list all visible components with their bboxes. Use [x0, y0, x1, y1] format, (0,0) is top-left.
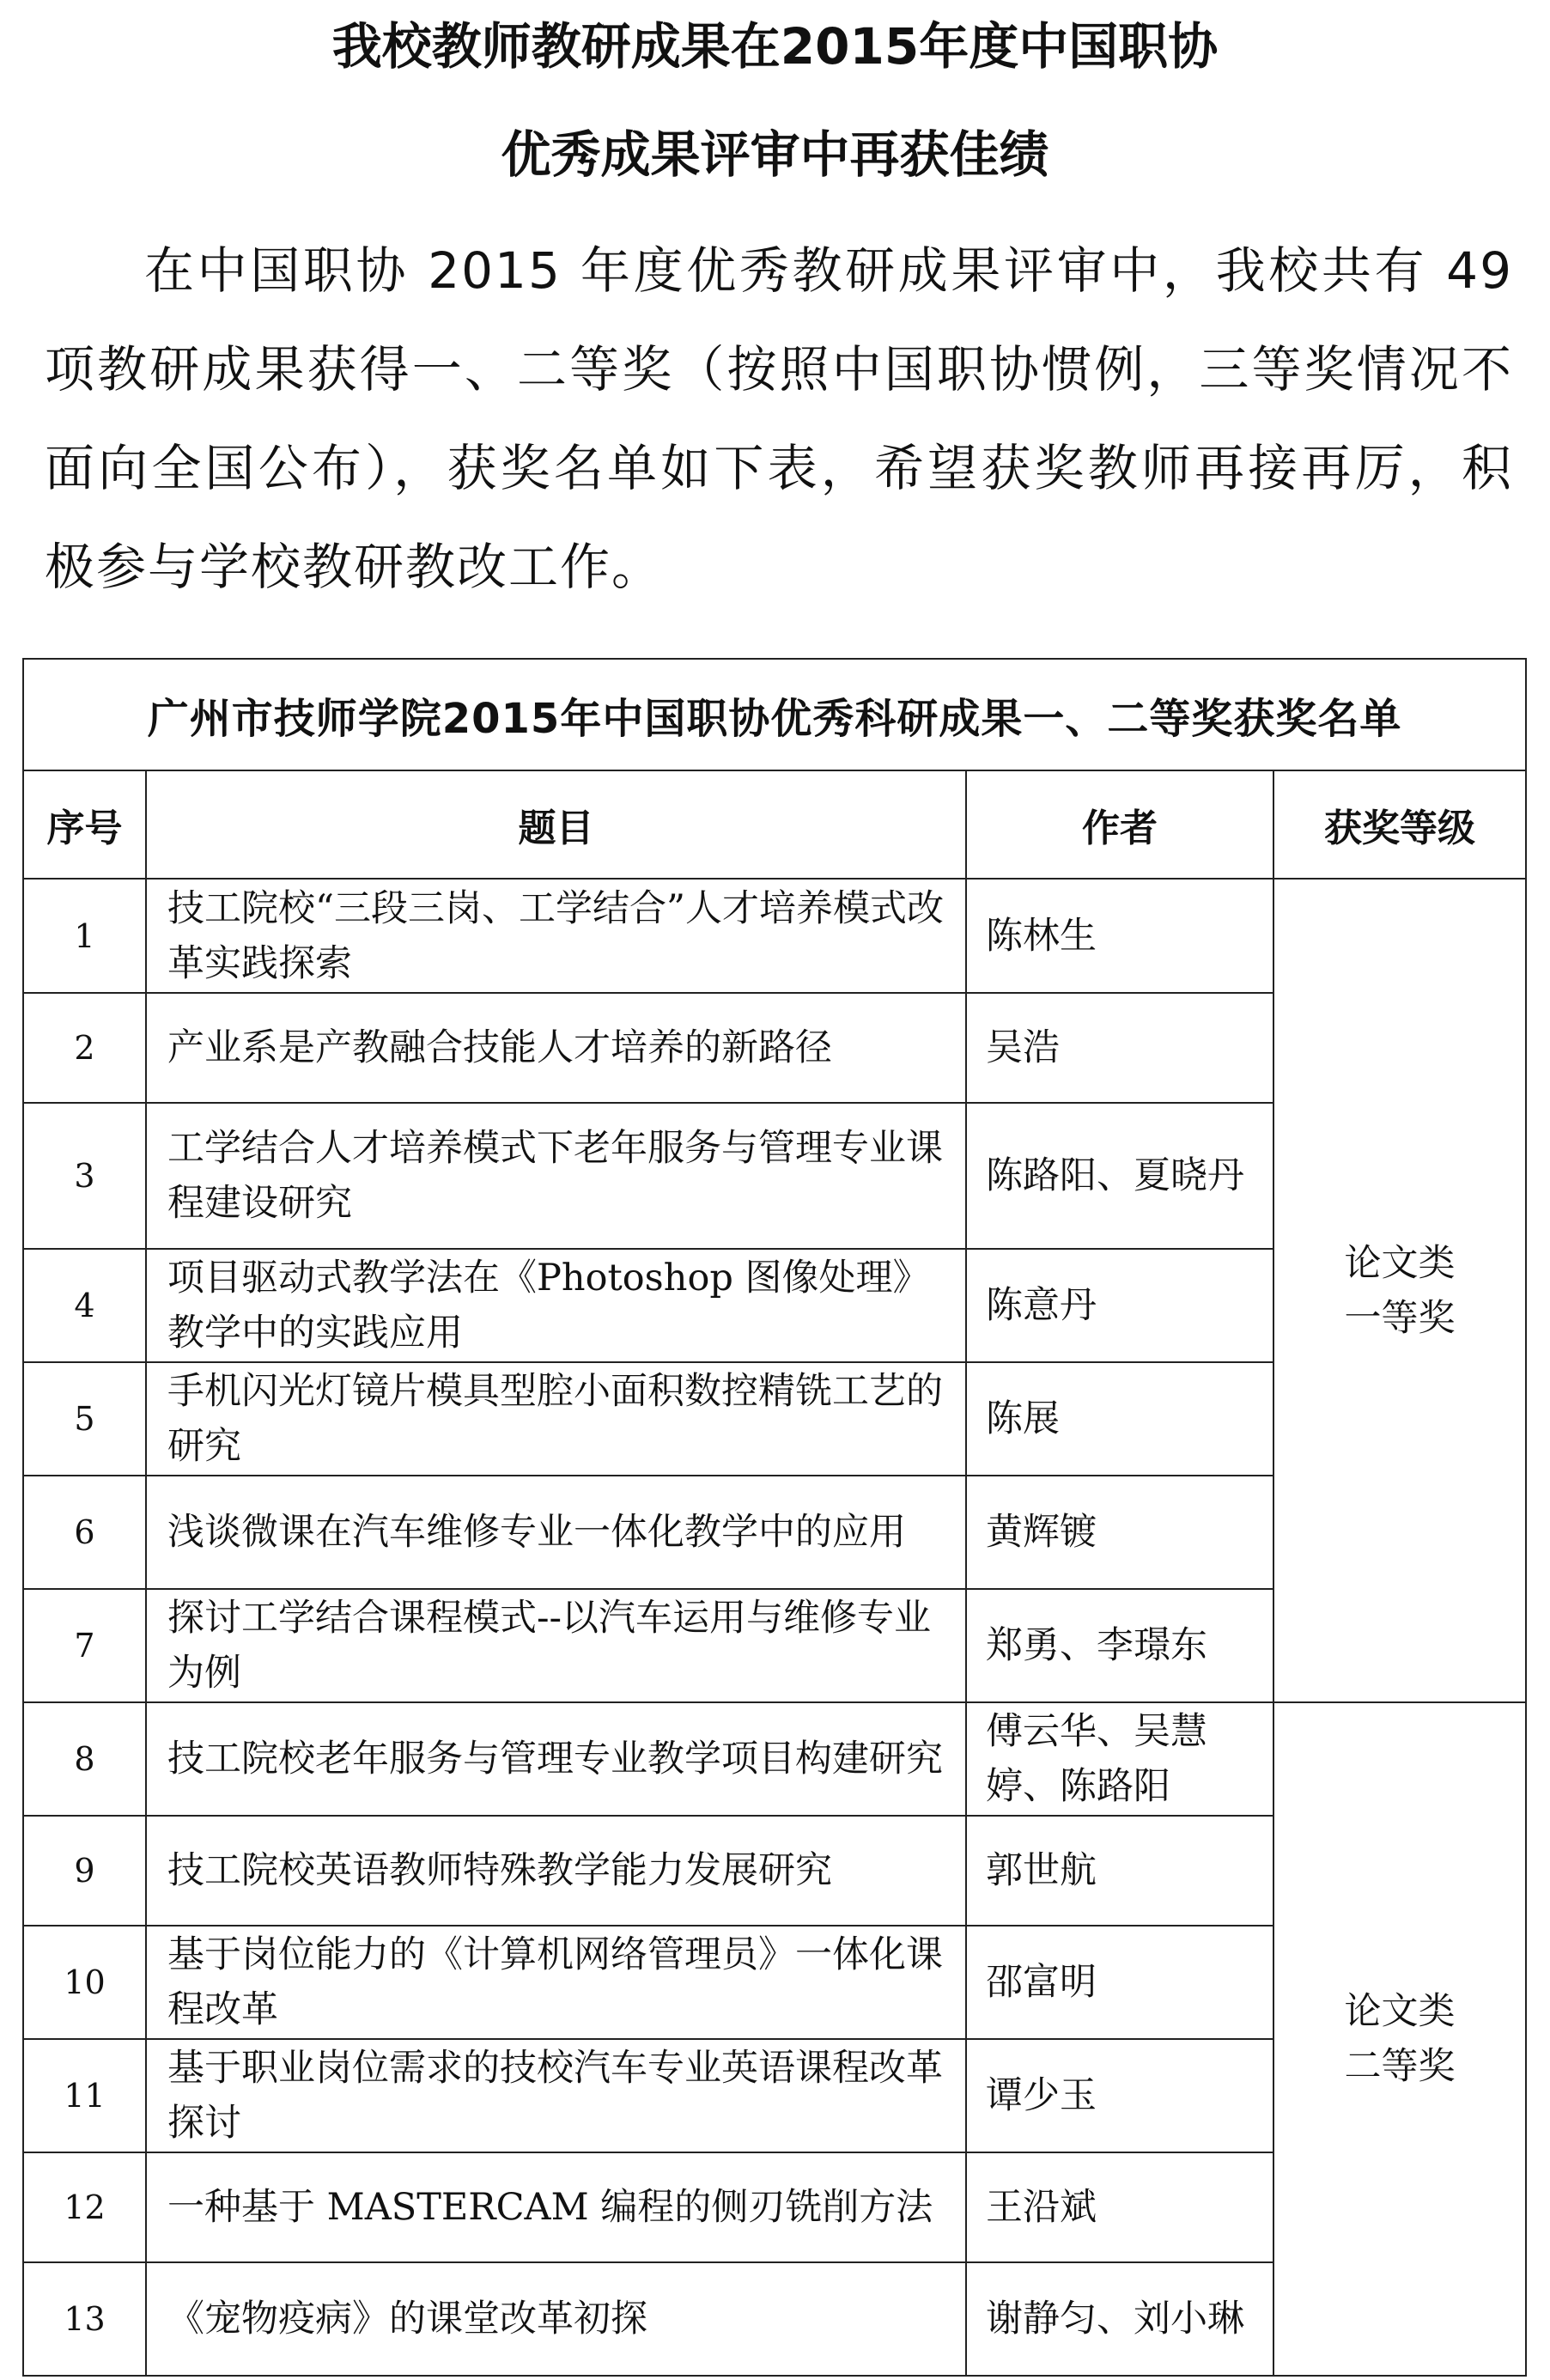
- row-author: 郭世航: [966, 1816, 1273, 1926]
- header-topic: 题目: [146, 770, 966, 879]
- row-seq: 10: [23, 1926, 146, 2039]
- row-author: 傅云华、吴慧婷、陈路阳: [966, 1702, 1273, 1816]
- table-header-row: [23, 770, 1526, 879]
- header-seq: 序号: [23, 770, 146, 879]
- intro-paragraph: 在中国职协 2015 年度优秀教研成果评审中，我校共有 49 项教研成果获得一、二等奖（按照中国职协惯例，三等奖情况不面向全国公布），获奖名单如下表，希望获奖教师再接再厉，积极参与学校教研教改工作。: [45, 241, 1513, 596]
- row-seq: 7: [23, 1589, 146, 1702]
- row-topic: 基于岗位能力的《计算机网络管理员》一体化课程改革: [146, 1926, 966, 2039]
- row-seq: 4: [23, 1249, 146, 1362]
- table-row: [23, 879, 1526, 993]
- row-topic: 项目驱动式教学法在《Photoshop 图像处理》教学中的实践应用: [146, 1249, 966, 1362]
- row-author: 陈展: [966, 1362, 1273, 1476]
- row-author: 谭少玉: [966, 2039, 1273, 2152]
- row-author: 王沿斌: [966, 2152, 1273, 2262]
- award-level-first-line2: 一等奖: [1344, 1296, 1456, 1340]
- row-topic: 技工院校“三段三岗、工学结合”人才培养模式改革实践探索: [146, 879, 966, 993]
- table-caption-row: [23, 659, 1526, 770]
- row-topic: 技工院校英语教师特殊教学能力发展研究: [146, 1816, 966, 1926]
- row-seq: 5: [23, 1362, 146, 1476]
- row-author: 谢静匀、刘小琳: [966, 2262, 1273, 2376]
- row-seq: 13: [23, 2262, 146, 2376]
- row-seq: 9: [23, 1816, 146, 1926]
- row-seq: 3: [23, 1103, 146, 1249]
- row-seq: 1: [23, 879, 146, 993]
- row-seq: 8: [23, 1702, 146, 1816]
- row-topic: 浅谈微课在汽车维修专业一体化教学中的应用: [146, 1476, 966, 1589]
- awards-table: [22, 658, 1527, 2377]
- row-topic: 基于职业岗位需求的技校汽车专业英语课程改革探讨: [146, 2039, 966, 2152]
- award-level-first: [1273, 879, 1526, 1702]
- award-level-first-line1: 论文类: [1344, 1241, 1456, 1285]
- row-topic: 工学结合人才培养模式下老年服务与管理专业课程建设研究: [146, 1103, 966, 1249]
- award-level-second-line1: 论文类: [1344, 1990, 1456, 2033]
- row-topic: 探讨工学结合课程模式--以汽车运用与维修专业为例: [146, 1589, 966, 1702]
- row-author: 郑勇、李璟东: [966, 1589, 1273, 1702]
- row-author: 吴浩: [966, 993, 1273, 1103]
- row-author: 陈意丹: [966, 1249, 1273, 1362]
- row-topic: 产业系是产教融合技能人才培养的新路径: [146, 993, 966, 1103]
- row-topic: 一种基于 MASTERCAM 编程的侧刃铣削方法: [146, 2152, 966, 2262]
- article-title-line1: 我校教师教研成果在2015年度中国职协: [331, 17, 1219, 76]
- row-topic: 手机闪光灯镜片模具型腔小面积数控精铣工艺的研究: [146, 1362, 966, 1476]
- row-topic: 技工院校老年服务与管理专业教学项目构建研究: [146, 1702, 966, 1816]
- row-seq: 12: [23, 2152, 146, 2262]
- table-caption: 广州市技师学院2015年中国职协优秀科研成果一、二等奖获奖名单: [23, 659, 1526, 770]
- row-seq: 6: [23, 1476, 146, 1589]
- row-seq: 11: [23, 2039, 146, 2152]
- award-level-second: [1273, 1702, 1526, 2376]
- table-row: [23, 1702, 1526, 1816]
- article-title-line2: 优秀成果评审中再获佳绩: [501, 125, 1049, 184]
- header-level: 获奖等级: [1273, 770, 1526, 879]
- row-author: 陈路阳、夏晓丹: [966, 1103, 1273, 1249]
- row-seq: 2: [23, 993, 146, 1103]
- row-author: 黄辉镀: [966, 1476, 1273, 1589]
- row-topic: 《宠物疫病》的课堂改革初探: [146, 2262, 966, 2376]
- award-level-second-line2: 二等奖: [1344, 2045, 1456, 2088]
- row-author: 邵富明: [966, 1926, 1273, 2039]
- header-author: 作者: [966, 770, 1273, 879]
- row-author: 陈林生: [966, 879, 1273, 993]
